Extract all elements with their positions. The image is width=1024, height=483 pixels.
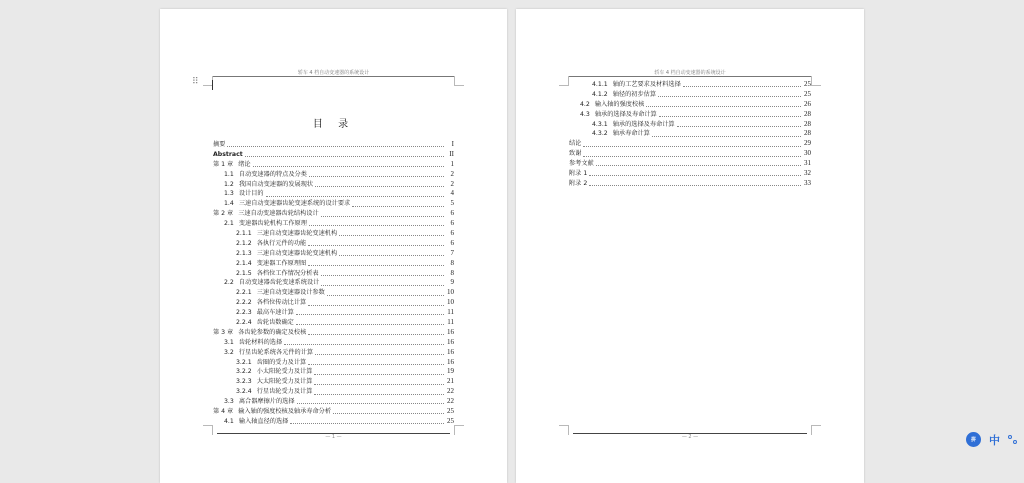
toc-entry[interactable] [213, 318, 454, 328]
toc-entry[interactable] [213, 358, 454, 368]
toc-entry-number: 2.2.4 [236, 319, 252, 327]
toc-leader-dots [589, 175, 801, 176]
toc-entry-number: 2.1.2 [236, 239, 252, 247]
toc-entry-number: 1.1 [224, 170, 234, 178]
toc-leader-dots [308, 305, 444, 306]
ime-badge-icon[interactable]: 拼 [966, 432, 981, 447]
document-page-1 [160, 9, 507, 483]
toc-entry[interactable] [213, 338, 454, 348]
page-footer: — 2 — [681, 434, 699, 440]
toc-entry-text: 设计目的 [238, 190, 264, 198]
toc-leader-dots [296, 324, 444, 325]
toc-entry-page: 16 [447, 337, 454, 346]
toc-entry-text: 输入轴的强度校核及轴承寿命分析 [238, 408, 332, 416]
toc-list [213, 140, 454, 427]
toc-entry-number: 4.3 [580, 110, 590, 118]
toc-entry-text: 输入轴直径的选择 [238, 417, 289, 425]
toc-leader-dots [245, 156, 444, 157]
toc-leader-dots [646, 106, 801, 107]
toc-entry-text: 三速自动变速器齿轮变速机构 [256, 230, 338, 237]
toc-entry-text: 轴承的选择及寿命计算 [612, 120, 675, 128]
toc-leader-dots [296, 314, 444, 315]
page-footer: — 1 — [325, 434, 342, 440]
toc-leader-dots [658, 96, 801, 97]
toc-entry-page: 4 [450, 189, 454, 198]
toc-leader-dots [683, 86, 801, 87]
toc-entry-text: 最高车速计算 [256, 309, 294, 317]
toc-leader-dots [314, 394, 444, 395]
toc-entry-page: 1 [450, 159, 454, 168]
toc-leader-dots [339, 255, 444, 256]
toc-entry-page: 7 [450, 248, 454, 257]
toc-leader-dots [583, 146, 801, 147]
toc-entry-number: 第 2 章 [213, 210, 234, 218]
toc-leader-dots [308, 265, 444, 266]
toc-entry-number: 3.2.4 [236, 388, 252, 396]
toc-entry-page: 2 [450, 169, 454, 178]
toc-entry-text: 各档位传动比计算 [256, 299, 307, 307]
toc-entry-text: 轴径的初步估算 [612, 90, 657, 98]
toc-entry-page: 6 [450, 219, 454, 228]
ime-toolbar[interactable] [966, 431, 1022, 448]
toc-entry-number: 3.2.1 [236, 358, 252, 366]
toc-entry[interactable] [213, 387, 454, 397]
toc-entry-text: 轴承的选择及寿命计算 [594, 110, 657, 118]
toc-leader-dots [314, 384, 444, 385]
toc-entry-page: 16 [447, 347, 454, 356]
toc-entry-text: 三速自动变速器设计参数 [256, 289, 325, 297]
toc-entry-page: 22 [447, 397, 454, 406]
toc-entry-number: 第 1 章 [213, 160, 234, 168]
toc-entry-number: 第 3 章 [213, 328, 234, 336]
toc-entry-page: 11 [447, 308, 454, 317]
toc-entry-number: 4.1 [224, 417, 234, 425]
toc-entry-text: 大太阳轮受力及计算 [256, 378, 313, 386]
toc-entry-text: 齿轮齿数确定 [256, 319, 294, 327]
toc-entry-number: 2.2.1 [236, 289, 252, 297]
toc-entry-number: 2.2.2 [236, 299, 252, 307]
toc-entry[interactable] [213, 219, 454, 229]
toc-entry[interactable] [569, 149, 811, 159]
toc-entry-text: 附录 2 [569, 179, 588, 187]
toc-entry-text: 三速自动变速器齿轮变速系统的设计要求 [238, 200, 351, 208]
toc-entry[interactable] [213, 160, 454, 170]
toc-entry-number: 2.2.3 [236, 309, 252, 317]
toc-entry-page: 16 [447, 327, 454, 336]
toc-entry-text: 轴承寿命计算 [612, 130, 650, 138]
toc-entry-page: II [449, 149, 454, 158]
toc-entry[interactable] [213, 278, 454, 288]
toc-leader-dots [315, 186, 444, 187]
toc-entry[interactable] [213, 348, 454, 358]
toc-entry-text: 各执行元件的功能 [256, 239, 307, 247]
toc-leader-dots [227, 146, 444, 147]
toc-entry-text: 轴的工艺要求及材料选择 [612, 80, 681, 88]
toc-entry-number: 4.3.1 [592, 120, 608, 128]
toc-entry-text: 行星齿轮受力及计算 [256, 388, 313, 396]
toc-entry-text: 参考文献 [569, 160, 594, 168]
toc-entry-page: 30 [804, 149, 811, 158]
header-rule [212, 76, 455, 77]
toc-leader-dots [297, 403, 444, 404]
toc-entry-page: 25 [804, 79, 811, 88]
toc-entry-text: 摘要 [213, 140, 226, 148]
toc-entry-page: 10 [447, 288, 454, 297]
toc-leader-dots [308, 334, 444, 335]
toc-leader-dots [309, 225, 444, 226]
toc-entry-page: 33 [804, 178, 811, 187]
page-header: 轿车 4 档自动变速器的系统设计 [654, 70, 726, 76]
toc-entry-page: 28 [804, 129, 811, 138]
toc-leader-dots [583, 156, 801, 157]
toc-entry[interactable] [213, 199, 454, 209]
toc-entry[interactable] [213, 229, 454, 239]
toc-entry-page: 25 [447, 416, 454, 425]
toc-title: 目 录 [312, 119, 355, 130]
toc-entry-number: 3.2.3 [236, 378, 252, 386]
toc-leader-dots [253, 166, 444, 167]
toc-entry[interactable] [569, 169, 811, 179]
toc-leader-dots [327, 295, 444, 296]
toc-entry[interactable] [213, 140, 454, 150]
toc-entry[interactable] [569, 80, 811, 90]
toc-entry-number: 2.1.5 [236, 269, 252, 277]
toc-entry-page: 6 [450, 209, 454, 218]
toc-entry-number: 2.1.4 [236, 259, 252, 267]
toc-entry[interactable] [213, 209, 454, 219]
toc-entry[interactable] [213, 367, 454, 377]
toc-entry[interactable] [213, 298, 454, 308]
toc-entry-text: 变速器工作原理图 [256, 259, 307, 267]
toc-entry[interactable] [213, 269, 454, 279]
toc-entry-number: 3.2 [224, 348, 234, 356]
toc-leader-dots [677, 126, 801, 127]
toc-entry-text: 三速自动变速器齿轮变速机构 [256, 249, 338, 257]
toc-entry-page: 21 [447, 377, 454, 386]
toc-entry-text: 三速自动变速器齿轮结构设计 [238, 210, 319, 218]
toc-entry[interactable] [569, 139, 811, 149]
toc-entry-number: 1.3 [224, 190, 234, 198]
toc-entry-text: 齿圈的受力及计算 [256, 358, 307, 366]
toc-leader-dots [315, 354, 444, 355]
toc-entry-page: 29 [804, 139, 811, 148]
toc-entry-text: 自动变速器的特点及分类 [238, 170, 307, 178]
toc-entry-page: 9 [450, 278, 454, 287]
header-rule [568, 76, 812, 77]
toc-entry[interactable] [213, 249, 454, 259]
toc-entry-text: 自动变速器齿轮变速系统设计 [238, 279, 320, 287]
toc-entry[interactable] [213, 150, 454, 160]
toc-leader-dots [321, 216, 444, 217]
toc-entry[interactable] [213, 180, 454, 190]
toc-entry[interactable] [569, 159, 811, 169]
toc-entry-text: Abstract [213, 150, 243, 158]
toc-leader-dots [284, 344, 444, 345]
toc-entry[interactable] [569, 129, 811, 139]
toc-entry-page: 6 [450, 229, 454, 237]
toc-entry-text: 绪论 [238, 160, 251, 168]
toc-entry-number: 3.2.2 [236, 368, 252, 376]
document-page-2 [516, 9, 864, 483]
toc-entry[interactable] [213, 259, 454, 269]
toc-entry-page: 5 [450, 199, 454, 208]
toc-entry-text: 变速器齿轮机构工作原理 [238, 220, 307, 228]
toc-entry-number: 第 4 章 [213, 408, 234, 416]
toc-leader-dots [333, 413, 444, 414]
toc-entry[interactable] [569, 100, 811, 110]
toc-entry-number: 2.1 [224, 220, 234, 228]
toc-entry[interactable] [213, 189, 454, 199]
toc-entry[interactable] [213, 308, 454, 318]
toc-entry[interactable] [213, 239, 454, 249]
toc-leader-dots [266, 196, 444, 197]
toc-entry[interactable] [569, 120, 811, 130]
toc-leader-dots [339, 235, 444, 236]
toc-entry[interactable] [569, 179, 811, 189]
toc-entry-page: 11 [447, 318, 454, 327]
toc-entry-page: 28 [804, 119, 811, 128]
toc-entry-page: 22 [447, 387, 454, 396]
toc-entry-number: 2.1.1 [236, 230, 252, 237]
toc-entry-text: 行星齿轮系统各元件的计算 [238, 348, 314, 356]
toc-entry-page: 8 [450, 268, 454, 277]
toc-entry-number: 2.2 [224, 279, 234, 287]
crop-mark [454, 76, 464, 86]
toc-entry-number: 1.2 [224, 180, 234, 188]
toc-entry[interactable] [213, 407, 454, 417]
toc-list [569, 80, 811, 189]
toc-entry-page: 19 [447, 367, 454, 376]
toc-entry-page: 26 [804, 99, 811, 108]
ime-language-toggle[interactable]: 中 [989, 433, 1000, 447]
toc-leader-dots [314, 374, 444, 375]
toc-entry-text: 结论 [569, 140, 582, 148]
toc-leader-dots [659, 116, 801, 117]
toc-leader-dots [352, 206, 444, 207]
toc-entry-number: 3.1 [224, 338, 234, 346]
toc-entry[interactable] [213, 397, 454, 407]
toc-entry[interactable] [213, 170, 454, 180]
page-header: 轿车 4 档自动变速器的系统设计 [297, 70, 370, 76]
toc-entry-text: 离合器摩擦片的选择 [238, 398, 295, 406]
toc-entry-number: 2.1.3 [236, 249, 252, 257]
toc-entry-number: 4.1.2 [592, 90, 608, 98]
toc-entry-text: 附录 1 [569, 170, 588, 177]
toc-entry-page: 28 [804, 109, 811, 118]
crop-mark [811, 76, 821, 86]
toc-leader-dots [308, 364, 444, 365]
toc-entry-text: 致谢 [569, 150, 582, 158]
toc-leader-dots [290, 423, 444, 424]
toc-entry-text: 齿轮材料的选择 [238, 338, 283, 346]
toc-entry[interactable] [569, 110, 811, 120]
text-cursor [212, 80, 213, 90]
toc-entry-number: 1.4 [224, 200, 234, 208]
toc-leader-dots [309, 176, 444, 177]
toc-entry[interactable] [213, 377, 454, 387]
toc-entry-text: 各档位工作情况分析表 [256, 269, 319, 277]
toc-leader-dots [652, 136, 801, 137]
toc-entry[interactable] [213, 417, 454, 427]
toc-entry-page: 8 [450, 258, 454, 267]
toc-entry-number: 4.2 [580, 100, 590, 108]
ime-settings-icon[interactable] [1008, 435, 1018, 445]
toc-entry-number: 4.3.2 [592, 130, 608, 138]
toc-leader-dots [321, 285, 444, 286]
toc-entry-page: I [451, 139, 454, 148]
toc-entry-page: 6 [450, 238, 454, 247]
toc-leader-dots [589, 185, 801, 186]
toc-entry[interactable] [569, 90, 811, 100]
toc-entry-number: 3.3 [224, 398, 234, 406]
toc-entry-page: 25 [447, 407, 454, 416]
toc-entry-page: 25 [804, 89, 811, 98]
toc-entry-page: 2 [450, 179, 454, 188]
toc-leader-dots [596, 165, 801, 166]
toc-entry[interactable] [213, 328, 454, 338]
toc-leader-dots [321, 275, 444, 276]
toc-entry-text: 输入轴的强度校核 [594, 100, 645, 108]
toc-entry-page: 31 [804, 159, 811, 168]
toc-entry-text: 小太阳轮受力及计算 [256, 368, 313, 376]
toc-entry-number: 4.1.1 [592, 80, 608, 88]
toc-entry-page: 10 [447, 298, 454, 307]
toc-entry-text: 我国自动变速器的发展现状 [238, 180, 314, 188]
toc-entry-page: 16 [447, 357, 454, 366]
toc-entry[interactable] [213, 288, 454, 298]
toc-entry-text: 各齿轮参数的确定及校核 [238, 328, 307, 336]
toc-leader-dots [308, 245, 444, 246]
drag-handle-icon[interactable]: ⠿ [192, 77, 198, 87]
toc-entry-page: 32 [804, 169, 811, 177]
crop-mark [559, 76, 569, 86]
